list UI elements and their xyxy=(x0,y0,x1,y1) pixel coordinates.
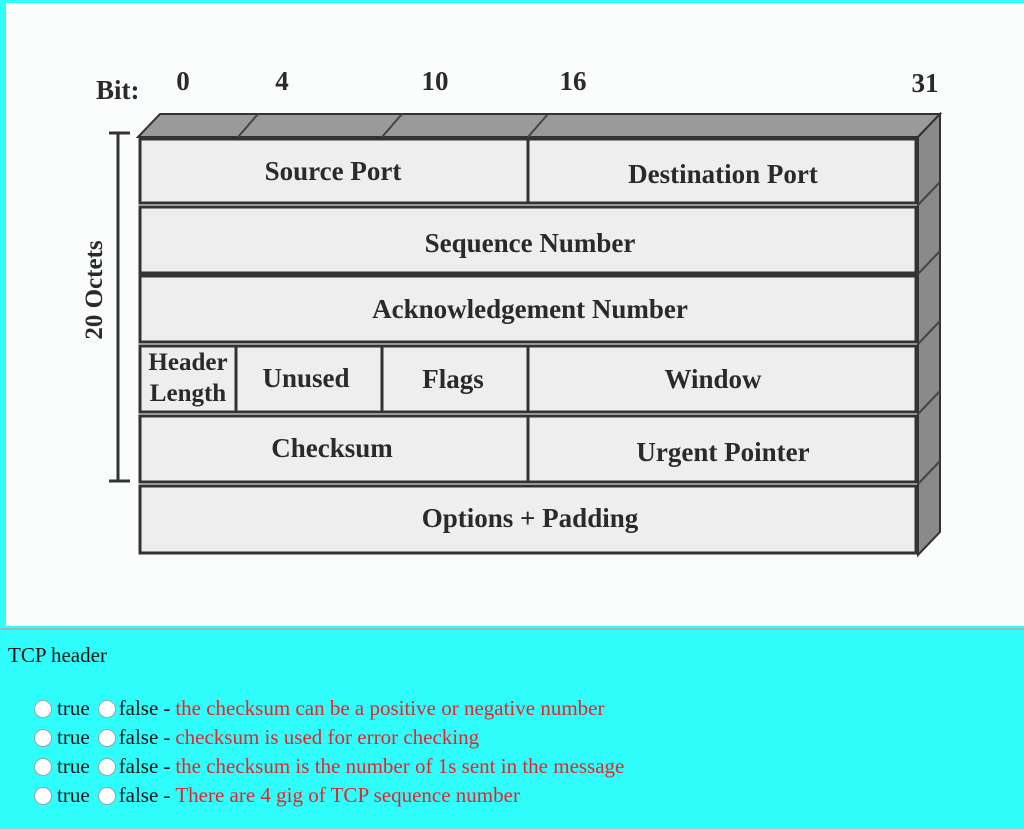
true-label: true xyxy=(57,754,90,778)
bit-tick-10: 10 xyxy=(421,66,449,96)
question-row xyxy=(30,723,624,752)
bit-label: Bit: xyxy=(96,75,140,105)
section-divider xyxy=(0,628,1024,630)
bit-tick-16: 16 xyxy=(559,66,587,96)
label-source-port: Source Port xyxy=(264,156,402,186)
false-label: false xyxy=(118,783,159,807)
label-options-padding: Options + Padding xyxy=(421,503,639,533)
figure-caption: TCP header xyxy=(8,643,107,667)
question-separator: - xyxy=(163,725,171,749)
true-false-questions xyxy=(30,694,624,810)
question-text: There are 4 gig of TCP sequence number xyxy=(175,783,520,807)
false-label: false xyxy=(118,754,159,778)
figure-frame xyxy=(6,3,1024,626)
question-text: checksum is used for error checking xyxy=(175,725,480,749)
question-row xyxy=(30,781,624,810)
label-urgent-pointer: Urgent Pointer xyxy=(636,437,810,467)
label-acknowledgement-number: Acknowledgement Number xyxy=(372,294,688,324)
question-separator: - xyxy=(163,696,171,720)
true-radio[interactable] xyxy=(34,787,52,805)
false-radio[interactable] xyxy=(98,729,116,747)
label-checksum: Checksum xyxy=(271,433,393,463)
true-radio[interactable] xyxy=(34,729,52,747)
bit-tick-31: 31 xyxy=(911,68,939,98)
bit-tick-4: 4 xyxy=(275,66,289,96)
octets-label: 20 Octets xyxy=(81,240,108,340)
false-radio[interactable] xyxy=(98,700,116,718)
true-radio[interactable] xyxy=(34,758,52,776)
true-radio[interactable] xyxy=(34,700,52,718)
false-radio[interactable] xyxy=(98,758,116,776)
true-label: true xyxy=(57,696,90,720)
label-unused: Unused xyxy=(262,363,350,393)
false-radio[interactable] xyxy=(98,787,116,805)
question-text: the checksum can be a positive or negative number xyxy=(175,696,605,720)
diagram-side-face xyxy=(918,114,940,555)
false-label: false xyxy=(118,696,159,720)
true-label: true xyxy=(57,783,90,807)
label-header-length-line2: Length xyxy=(149,380,227,407)
label-sequence-number: Sequence Number xyxy=(424,228,636,258)
tcp-header-diagram xyxy=(6,3,1024,626)
true-label: true xyxy=(57,725,90,749)
label-header-length-line1: Header xyxy=(148,349,228,376)
false-label: false xyxy=(118,725,159,749)
question-separator: - xyxy=(163,783,171,807)
question-row xyxy=(30,752,624,781)
label-flags: Flags xyxy=(422,364,484,394)
label-destination-port: Destination Port xyxy=(628,159,818,189)
question-text: the checksum is the number of 1s sent in the message xyxy=(175,754,625,778)
question-row xyxy=(30,694,624,723)
question-separator: - xyxy=(163,754,171,778)
bit-tick-0: 0 xyxy=(176,66,190,96)
label-window: Window xyxy=(664,364,762,394)
